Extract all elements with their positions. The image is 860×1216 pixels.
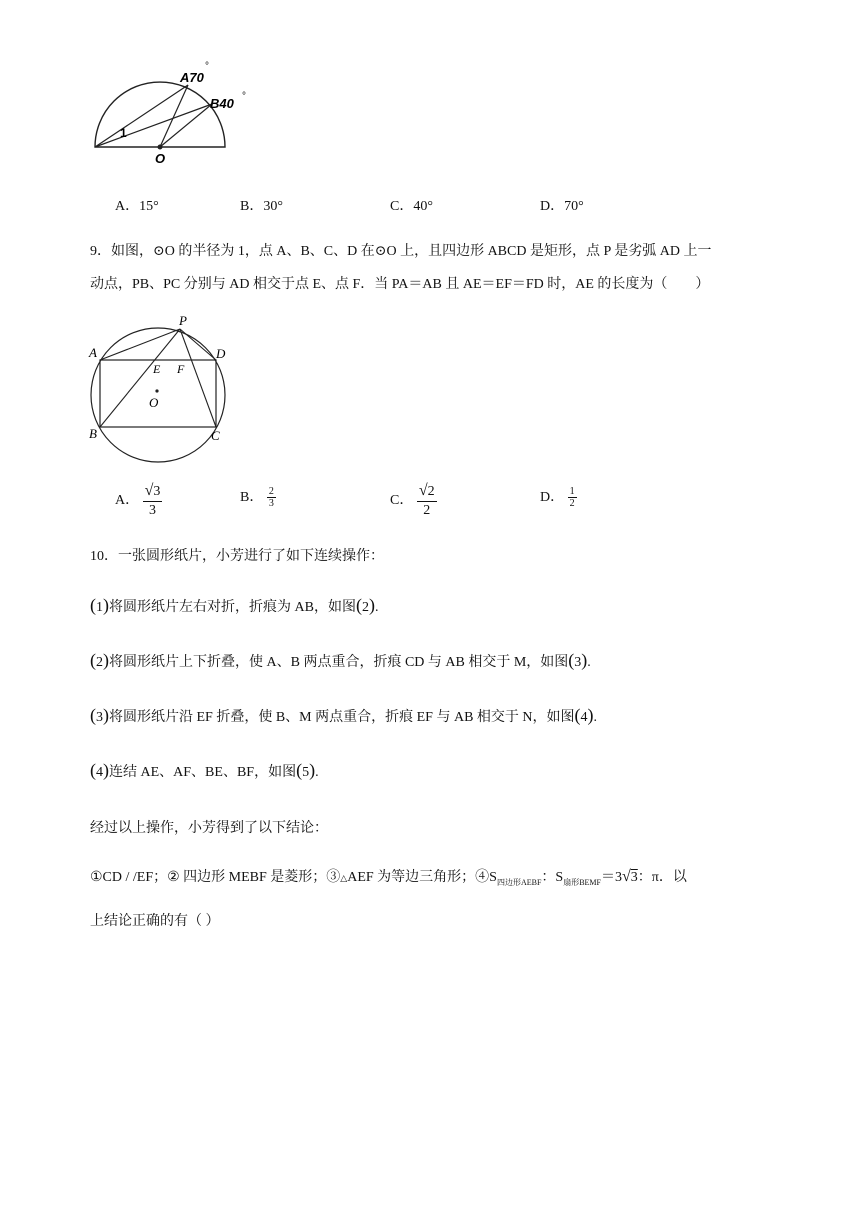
option-letter: C． xyxy=(390,493,414,509)
paren-open: ( xyxy=(574,705,581,725)
paren-open: ( xyxy=(90,595,96,615)
q10-summary: 经过以上操作，小芳得到了以下结论： xyxy=(90,821,328,836)
option-letter: D． xyxy=(540,490,565,505)
label-a70: A70 xyxy=(180,70,204,85)
area-subscript-quad: 四边形AEBF xyxy=(496,877,542,887)
fraction-numerator xyxy=(417,482,437,502)
chord-to-b xyxy=(95,104,212,147)
label-o: O xyxy=(149,395,159,410)
paren-open: ( xyxy=(355,595,362,615)
triangle-symbol: △ xyxy=(340,873,348,883)
option-letter: B． xyxy=(240,490,264,505)
step-number: 4 xyxy=(96,765,103,780)
q9-stem-line2: 动点，PB、PC 分别与 AD 相交于点 E、点 F．当 PA＝AB 且 AE＝EF＝FD 时，AE 的长度为（ ） xyxy=(90,277,710,292)
label-o: O xyxy=(155,151,166,166)
sqrt-sign: √ xyxy=(622,868,631,885)
option-value: 70° xyxy=(564,199,584,214)
label-angle-1: 1 xyxy=(120,126,127,140)
q10-intro: 10．一张圆形纸片，小芳进行了如下连续操作： xyxy=(90,549,384,564)
equals-coefficient: ＝3 xyxy=(601,870,622,885)
q9-option-c[interactable] xyxy=(390,482,437,520)
label-b: B xyxy=(89,426,97,441)
q8-option-c[interactable] xyxy=(390,195,433,215)
paren-open: ( xyxy=(90,650,96,670)
fraction xyxy=(568,486,577,509)
label-d: D xyxy=(216,346,226,361)
radicand: 2 xyxy=(427,484,435,499)
conclusion-3: AEF 为等边三角形；④S xyxy=(347,870,497,885)
step-end: . xyxy=(593,710,598,725)
figure-ref: 3 xyxy=(574,655,582,670)
segment-pc xyxy=(180,329,216,427)
option-value: 40° xyxy=(413,199,433,214)
q8-option-b[interactable] xyxy=(240,195,283,215)
step-text: 将圆形纸片左右对折，折痕为 AB，如图 xyxy=(109,600,356,615)
step-text: 将圆形纸片沿 EF 折叠，使 B、M 两点重合，折痕 EF 与 AB 相交于 N，如图 xyxy=(109,710,575,725)
radicand: 3 xyxy=(630,870,638,885)
q9-option-b[interactable] xyxy=(240,486,276,509)
fraction-numerator: 1 xyxy=(569,486,575,498)
paren-close: ) xyxy=(103,760,109,780)
step-text: 连结 AE、AF、BE、BF，如图 xyxy=(109,765,297,780)
q10-question: 上结论正确的有（ ） xyxy=(90,914,220,929)
fraction-numerator: 2 xyxy=(268,486,274,498)
sqrt-sign: √ xyxy=(144,482,154,499)
option-value: 30° xyxy=(263,199,283,214)
conclusion-1-2: ①CD / /EF；② 四边形 MEBF 是菱形；③ xyxy=(90,870,341,885)
fraction-numerator xyxy=(143,482,163,502)
fraction-denominator: 3 xyxy=(149,503,157,518)
step-end: . xyxy=(587,655,591,670)
segment-pb xyxy=(100,329,180,427)
fraction-denominator: 3 xyxy=(268,498,274,510)
paren-open: ( xyxy=(90,760,96,780)
fraction-denominator: 2 xyxy=(423,503,431,518)
figure-ref: 4 xyxy=(580,710,588,725)
q8-option-d[interactable] xyxy=(540,195,584,215)
area-subscript-sector: 扇形BEMF xyxy=(563,877,601,887)
center-o xyxy=(158,145,163,150)
q10-step-2 xyxy=(90,650,591,671)
paren-open: ( xyxy=(568,650,575,670)
paren-close: ) xyxy=(103,705,109,725)
q10-step-4 xyxy=(90,760,319,781)
option-letter: B． xyxy=(240,199,264,214)
sqrt-sign: √ xyxy=(418,482,428,499)
label-c: C xyxy=(211,428,220,443)
step-number: 2 xyxy=(96,655,103,670)
radicand: 3 xyxy=(153,484,161,499)
label-a: A xyxy=(89,345,97,360)
radius-ob xyxy=(160,104,212,147)
option-value: 15° xyxy=(139,199,159,214)
q10-conclusions xyxy=(90,866,687,888)
step-number: 3 xyxy=(96,710,103,725)
paren-close: ) xyxy=(103,595,109,615)
ratio-colon: ：S xyxy=(541,870,564,885)
q8-option-a[interactable] xyxy=(115,195,159,215)
fraction-denominator: 2 xyxy=(569,498,575,510)
paren-close: ) xyxy=(587,705,594,725)
q9-figure xyxy=(85,310,235,465)
option-letter: D． xyxy=(540,199,565,214)
paren-close: ) xyxy=(368,595,375,615)
fraction xyxy=(143,482,163,520)
step-end: . xyxy=(315,765,319,780)
degree-b: ° xyxy=(242,91,246,102)
paren-close: ) xyxy=(581,650,588,670)
q8-figure xyxy=(80,60,270,170)
q9-option-d[interactable] xyxy=(540,486,577,509)
step-number: 1 xyxy=(96,600,103,615)
label-p: P xyxy=(179,313,187,328)
fraction xyxy=(417,482,437,520)
q10-step-3 xyxy=(90,705,597,726)
label-f: F xyxy=(177,362,185,376)
option-letter: A． xyxy=(115,199,140,214)
q9-stem-line1: 9．如图，⊙O 的半径为 1，点 A、B、C、D 在⊙O 上，且四边形 ABCD 是矩形，点 P 是劣弧 AD 上一 xyxy=(90,244,712,259)
step-text: 将圆形纸片上下折叠，使 A、B 两点重合，折痕 CD 与 AB 相交于 M，如图 xyxy=(109,655,569,670)
option-letter: C． xyxy=(390,199,414,214)
paren-open: ( xyxy=(90,705,96,725)
fraction xyxy=(267,486,276,509)
label-b40: B40 xyxy=(210,96,234,111)
option-letter: A． xyxy=(115,493,140,509)
center-dot xyxy=(155,389,158,392)
label-e: E xyxy=(153,362,161,376)
step-end: . xyxy=(374,600,379,615)
conclusion-tail: ：π．以 xyxy=(637,870,687,885)
degree-a: ° xyxy=(205,61,209,72)
paren-close: ) xyxy=(309,760,316,780)
paren-open: ( xyxy=(296,760,303,780)
paren-close: ) xyxy=(103,650,109,670)
figure-ref: 2 xyxy=(361,600,369,615)
q9-option-a[interactable] xyxy=(115,482,162,520)
figure-ref: 5 xyxy=(302,765,310,780)
q10-step-1 xyxy=(90,595,378,616)
semicircle xyxy=(95,82,225,147)
